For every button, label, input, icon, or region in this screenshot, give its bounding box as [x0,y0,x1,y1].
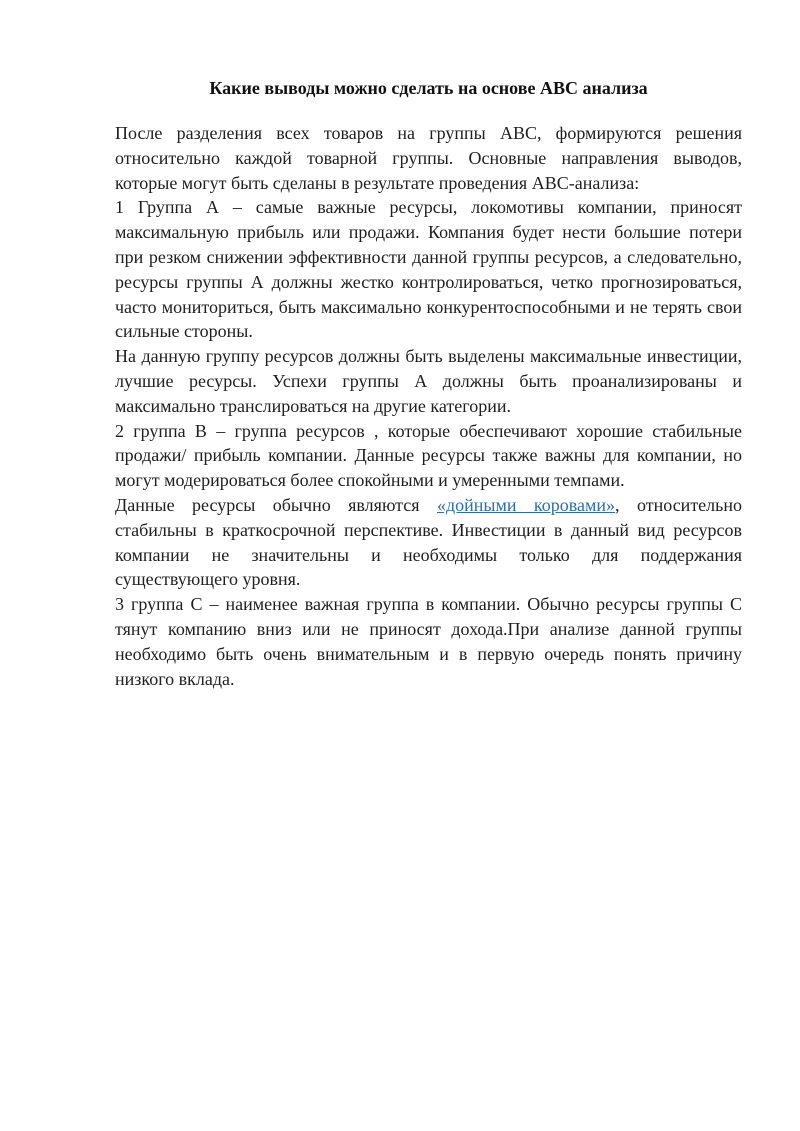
cash-cows-link[interactable]: «дойными коровами» [436,494,616,515]
document-body [115,75,742,691]
paragraph-group-a-investments: На данную группу ресурсов должны быть выделены максимальные инвестиции, лучшие ресурсы. Успехи группы А должны быть проанализированы и максимально транслироваться на другие категории. [115,346,742,416]
paragraph-cash-cows-text-end: , относительно стабильны в краткосрочной перспективе. Инвестиции в данный вид ресурсов компании не значительны и необходимы только для поддержания существующего уровня. [115,494,742,590]
paragraph-group-a: 1 Группа А – самые важные ресурсы, локомотивы компании, приносят максимальную прибыль или продажи. Компания будет нести большие потери при резком снижении эффективности данной группы ресурсов, а следовательно, ресурсы группы А должны жестко контролироваться, четко прогнозироваться, часто мониториться, быть максимально конкурентоспособными и не терять свои сильные стороны. [115,197,742,342]
paragraph-cash-cows [115,493,742,592]
paragraph-cash-cows-text-start: Данные ресурсы обычно являются [115,494,437,515]
page-title: Какие выводы можно сделать на основе ABC анализа [209,78,648,98]
paragraph-group-c: 3 группа С – наименее важная группа в компании. Обычно ресурсы группы С тянут компанию вниз или не приносят дохода.При анализе данной группы необходимо быть очень внимательным и в первую очередь понять причину низкого вклада. [115,594,742,689]
paragraph-intro: После разделения всех товаров на группы ABC, формируются решения относительно каждой товарной группы. Основные направления выводов, которые могут быть сделаны в результате проведения ABC-анализа: [115,123,742,193]
paragraph-group-b: 2 группа В – группа ресурсов , которые обеспечивают хорошие стабильные продажи/ прибыль компании. Данные ресурсы также важны для компании, но могут модерироваться более спокойными и умеренными темпами. [115,420,742,491]
